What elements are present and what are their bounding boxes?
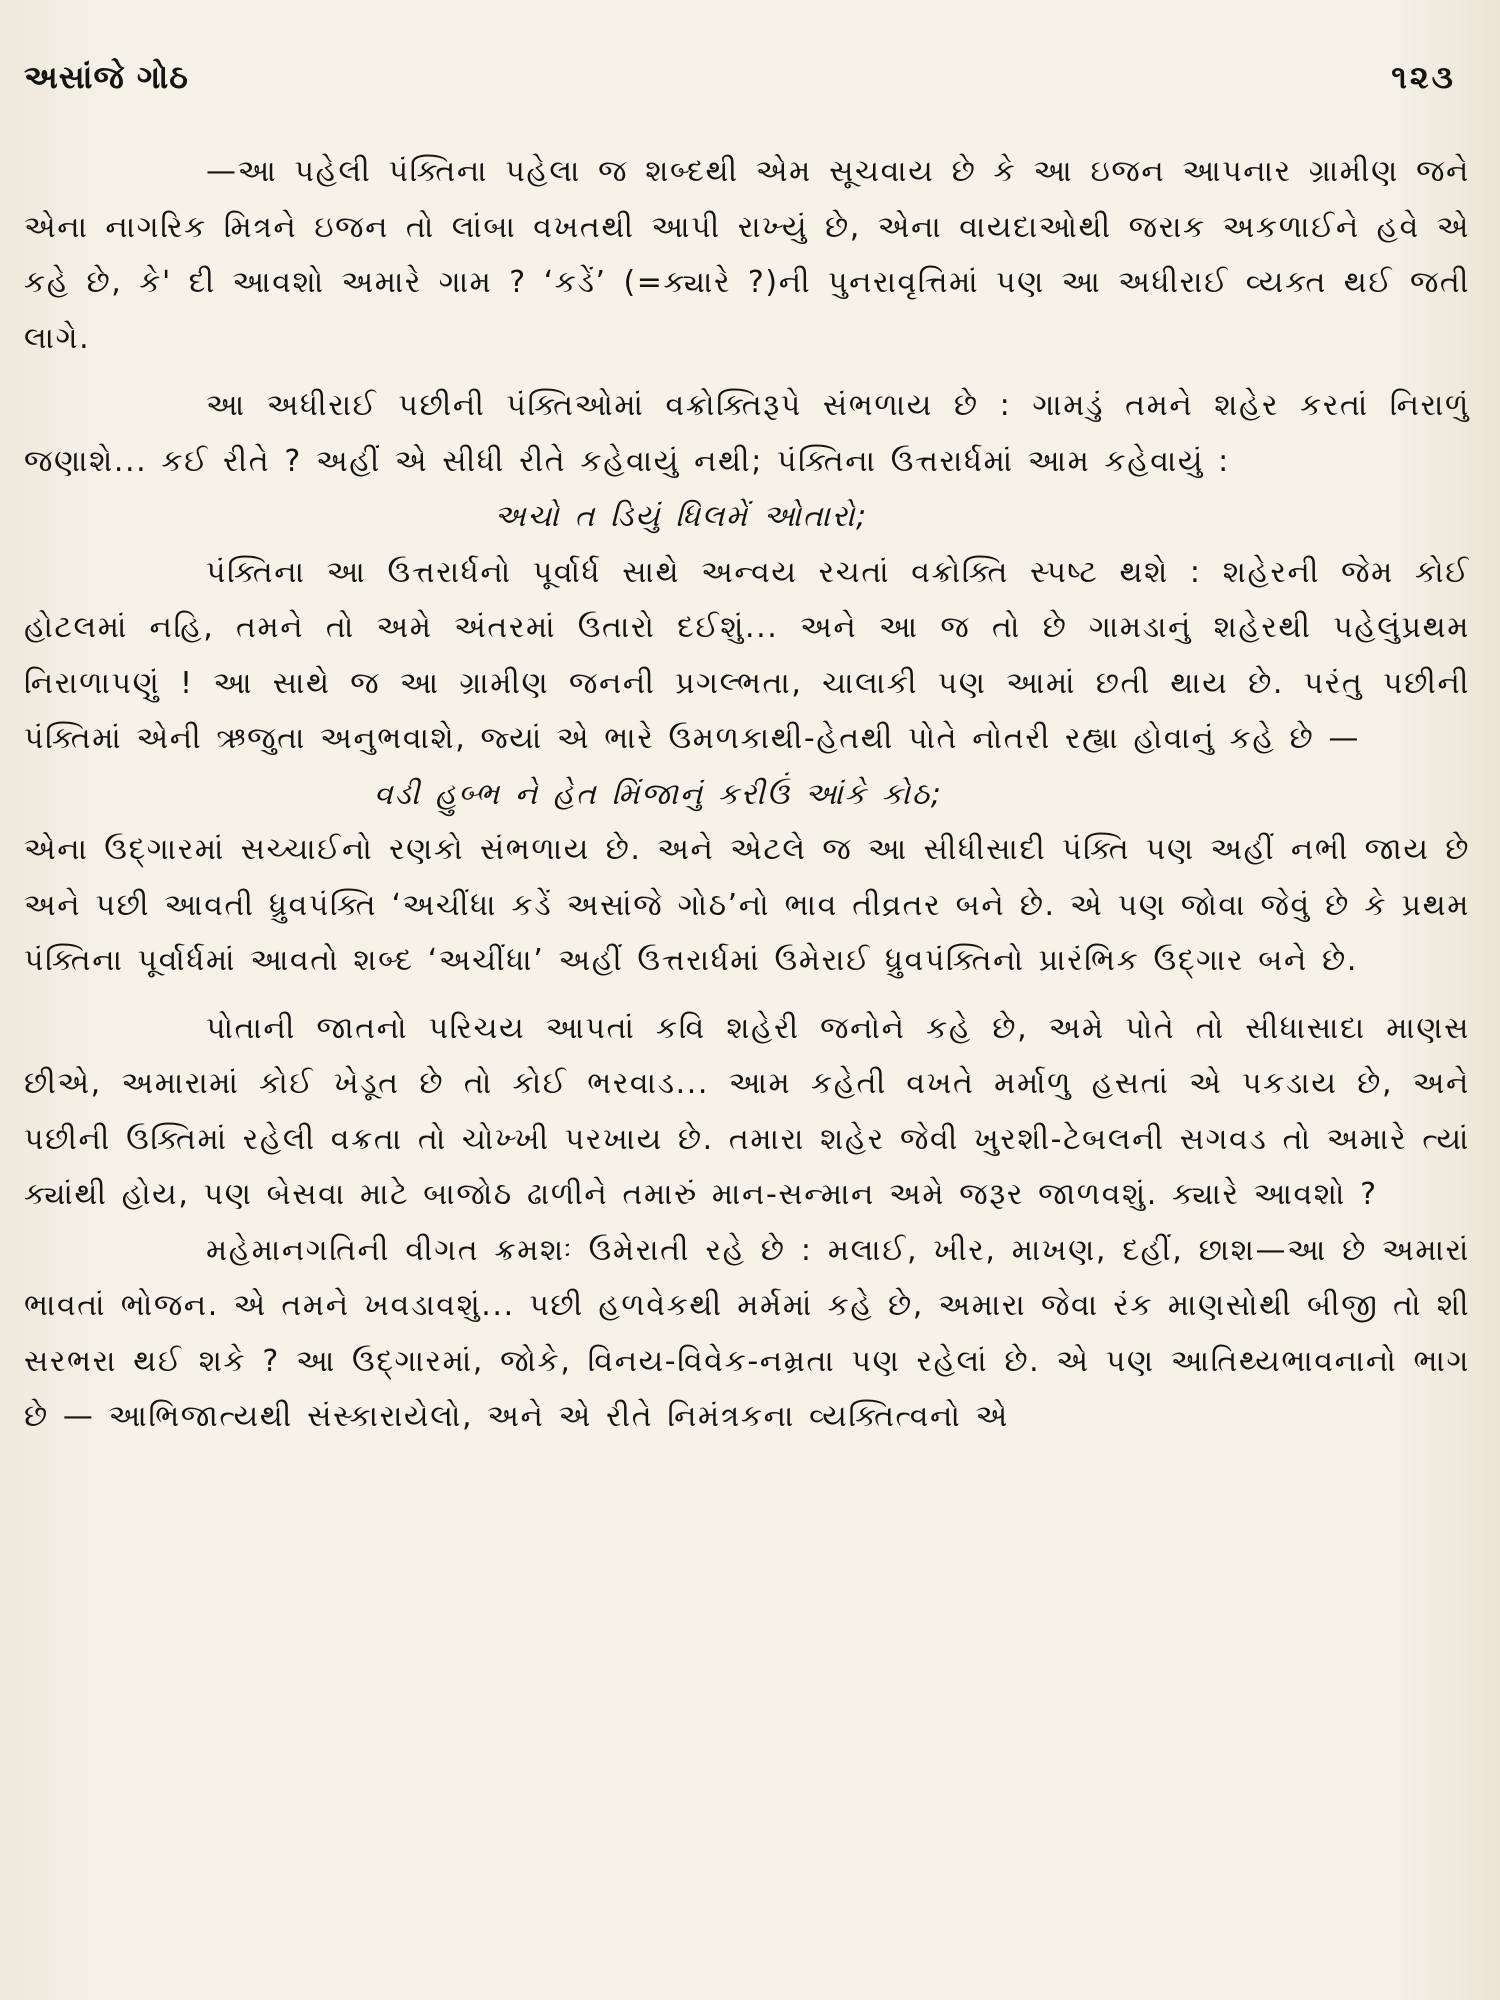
paragraph-6: મહેમાનગતિની વીગત ક્રમશઃ ઉમેરાતી રહે છે : મલાઈ, ખીર, માખણ, દહીં, છાશ—આ છે અમારાં ભાવતાં ભોજન. એ તમને ખવડાવશું... પછી હળવેકથી મર્મમાં કહે છે, અમારા જેવા રંક માણસોથી બીજી તો શી સરભરા થઈ શકે ? આ ઉદ્ગારમાં, જોકે, વિનય-વિવેક-નમ્રતા પણ રહેલાં છે. એ પણ આતિથ્યભાવનાનો ભાગ છે — આભિજાત્યથી સંસ્કારાયેલો, અને એ રીતે નિમંત્રકના વ્યક્તિત્વનો એ: [24, 1232, 1470, 1434]
paragraph-2: આ અધીરાઈ પછીની પંક્તિઓમાં વક્રોક્તિરૂપે સંભળાય છે : ગામડું તમને શહેર કરતાં નિરાળું જણાશે... કઈ રીતે ? અહીં એ સીધી રીતે કહેવાયું નથી; પંક્તિના ઉત્તરાર્ધમાં આમ કહેવાયું :: [24, 388, 1470, 479]
verse-line-1: અચો ત ડિયું ધિલમેં ઓતારો;: [494, 499, 868, 534]
body-text: [24, 144, 1470, 1445]
running-title: અસાંજે ગોઠ: [24, 58, 189, 96]
verse-line-2: વડી હુબ્ભ ને હેત મિંજાનું કરીઉં આંકે કોઠ;: [374, 776, 943, 812]
paragraph-1: —આ પહેલી પંક્તિના પહેલા જ શબ્દથી એમ સૂચવાય છે કે આ ઇજન આપનાર ગ્રામીણ જને એના નાગરિક મિત્રને ઇજન તો લાંબા વખતથી આપી રાખ્યું છે, એના વાયદાઓથી જરાક અકળાઈને હવે એ કહે છે, કે' દી આવશો અમારે ગામ ? ‘કડેં’ (=ક્યારે ?)ની પુનરાવૃત્તિમાં પણ આ અધીરાઈ વ્યક્ત થઈ જતી લાગે.: [24, 154, 1470, 356]
page-header: [24, 58, 1470, 118]
paragraph-5: પોતાની જાતનો પરિચય આપતાં કવિ શહેરી જનોને કહે છે, અમે પોતે તો સીધાસાદા માણસ છીએ, અમારામાં કોઈ ખેડૂત છે તો કોઈ ભરવાડ... આમ કહેતી વખતે મર્માળુ હસતાં એ પકડાય છે, અને પછીની ઉક્તિમાં રહેલી વક્રતા તો ચોખ્ખી પરખાય છે. તમારા શહેર જેવી ખુરશી-ટેબલની સગવડ તો અમારે ત્યાં ક્યાંથી હોય, પણ બેસવા માટે બાજોઠ ઢાળીને તમારું માન-સન્માન અમે જરૂર જાળવશું. ક્યારે આવશો ?: [24, 1010, 1470, 1212]
paragraph-4: એના ઉદ્ગારમાં સચ્ચાઈનો રણકો સંભળાય છે. અને એટલે જ આ સીધીસાદી પંક્તિ પણ અહીં નભી જાય છે અને પછી આવતી ધ્રુવપંક્તિ ‘અચીંધા કડેં અસાંજે ગોઠ’નો ભાવ તીવ્રતર બને છે. એ પણ જોવા જેવું છે કે પ્રથમ પંક્તિના પૂર્વાર્ધમાં આવતો શબ્દ ‘અચીંધા’ અહીં ઉત્તરાર્ધમાં ઉમેરાઈ ધ્રુવપંક્તિનો પ્રારંભિક ઉદ્ગાર બને છે.: [24, 832, 1470, 978]
paragraph-3: પંક્તિના આ ઉત્તરાર્ધનો પૂર્વાર્ધ સાથે અન્વય રચતાં વક્રોક્તિ સ્પષ્ટ થશે : શહેરની જેમ કોઈ હોટલમાં નહિ, તમને તો અમે અંતરમાં ઉતારો દઈશું... અને આ જ તો છે ગામડાનું શહેરથી પહેલુંપ્રથમ નિરાળાપણું ! આ સાથે જ આ ગ્રામીણ જનની પ્રગલ્ભતા, ચાલાકી પણ આમાં છતી થાય છે. પરંતુ પછીની પંક્તિમાં એની ઋજુતા અનુભવાશે, જ્યાં એ ભારે ઉમળકાથી-હેતથી પોતે નોતરી રહ્યા હોવાનું કહે છે —: [24, 554, 1471, 756]
page-number: ૧૨૩: [1391, 58, 1456, 96]
